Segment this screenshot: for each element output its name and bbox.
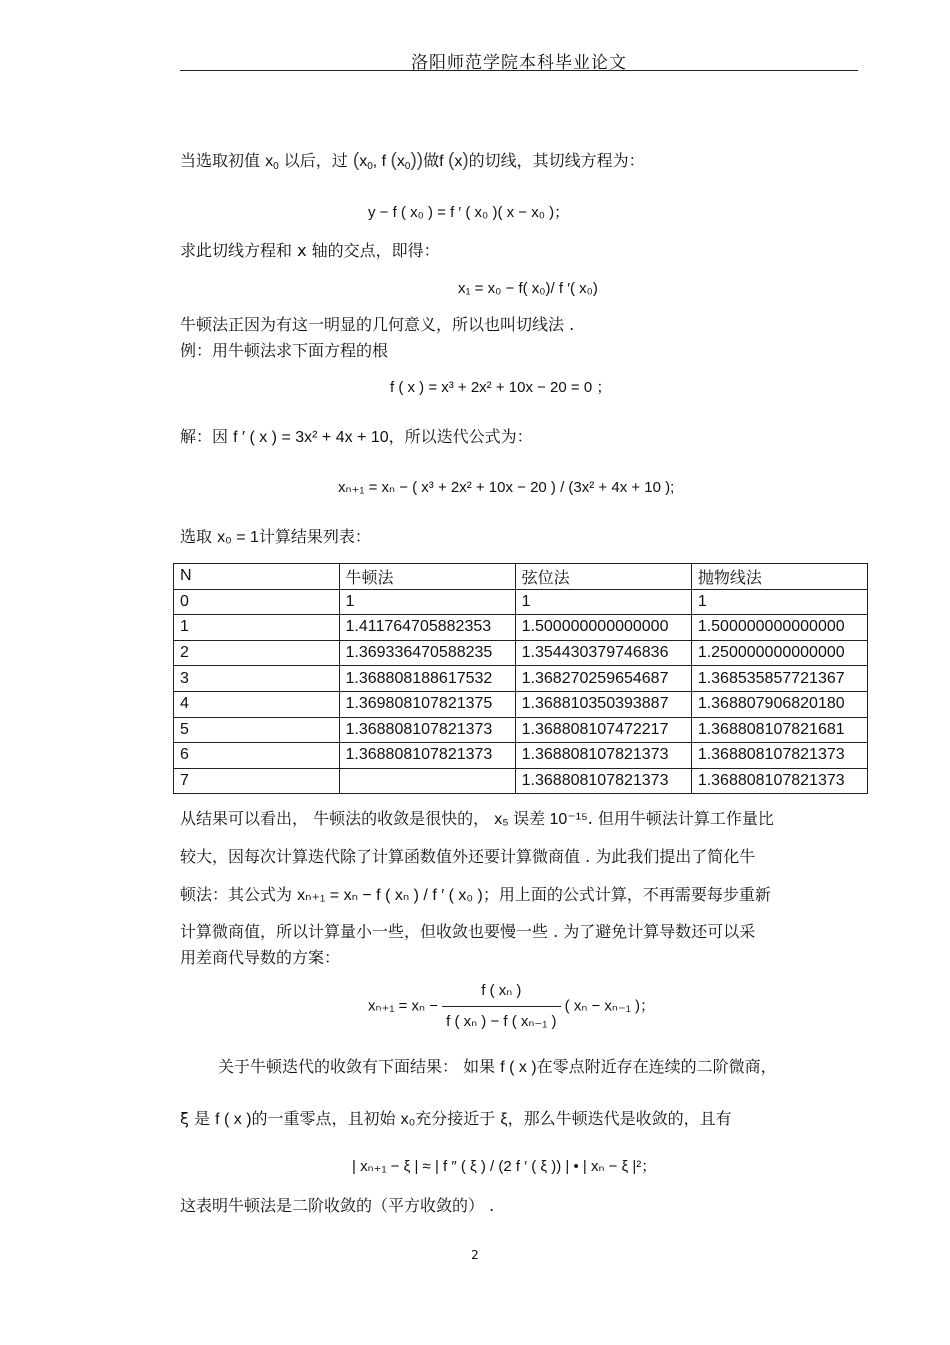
- table-cell: 1.500000000000000: [515, 615, 691, 641]
- table-cell: 1.369808107821375: [339, 691, 515, 717]
- paragraph-initial-value: [180, 150, 645, 178]
- formula-fx: f (x): [439, 150, 469, 171]
- table-row: [174, 640, 868, 666]
- fraction: [442, 980, 560, 1033]
- table-cell: [339, 768, 515, 794]
- results-table: [173, 563, 868, 794]
- eq2-text: x₁ = x₀ − f( x₀)/ f ′( x₀): [458, 280, 598, 297]
- eq1-text: y − f ( x₀ ) = f ′ ( x₀ )( x − x₀ )；: [368, 204, 570, 221]
- table-cell: 1.250000000000000: [691, 640, 867, 666]
- eq3-text: f ( x ) = x³ + 2x² + 10x − 20 = 0 ；: [390, 379, 612, 396]
- table-row: [174, 768, 868, 794]
- table-row: [174, 743, 868, 769]
- table-cell: 1: [339, 589, 515, 615]
- para8-line1a: 关于牛顿迭代的收敛有下面结果： 如果: [218, 1057, 496, 1076]
- paragraph-second-order: 这表明牛顿法是二阶收敛的（平方收敛的） .: [180, 1196, 495, 1215]
- equation-tangent-line: [368, 202, 569, 224]
- fraction-denominator: f ( xₙ ) − f ( xₙ₋₁ ): [442, 1006, 560, 1033]
- formula-xi: ξ: [500, 1111, 508, 1128]
- running-header: 洛阳师范学院本科毕业论文: [411, 53, 627, 73]
- equation-quadratic-convergence: [352, 1156, 656, 1178]
- table-cell: 1: [174, 615, 340, 641]
- para7-line1b: . 但用牛顿法计算工作量比: [587, 809, 774, 828]
- formula-simplified-newton: xₙ₊₁ = xₙ − f ( xₙ ) / f ′ ( x₀ ): [297, 887, 483, 904]
- equation-newton-step: [458, 278, 598, 300]
- table-cell: 0: [174, 589, 340, 615]
- paragraph-convergence-line1: [218, 1056, 777, 1079]
- table-cell: 1.368808107821373: [515, 743, 691, 769]
- para5-text: 解：因: [180, 427, 229, 446]
- equation-secant: [368, 980, 655, 1033]
- paragraph-choose-x0: [180, 526, 371, 549]
- table-cell: 1.411764705882353: [339, 615, 515, 641]
- paragraph-tangent-method: 牛顿法正因为有这一明显的几何意义，所以也叫切线法 .: [180, 315, 575, 334]
- para6-text-b: 计算结果列表：: [258, 527, 371, 546]
- table-cell: 4: [174, 691, 340, 717]
- formula-x0-2: x₀: [400, 1111, 416, 1128]
- para1-text: 当选取初值: [180, 151, 261, 170]
- paragraph-conclusion-line4: 计算微商值，所以计算量小一些，但收敛也要慢一些 . 为了避免计算导数还可以采: [180, 922, 756, 941]
- table-cell: 1.369336470588235: [339, 640, 515, 666]
- para1-text-b: 以后，过: [283, 151, 348, 170]
- paragraph-conclusion-line3: [180, 884, 771, 907]
- table-cell: 7: [174, 768, 340, 794]
- header-rule: [180, 70, 858, 71]
- table-row: [174, 589, 868, 615]
- para5-text-b: ，所以迭代公式为：: [388, 427, 533, 446]
- table-cell: 2: [174, 640, 340, 666]
- table-header-cell: 抛物线法: [691, 564, 867, 590]
- table-cell: 1.368808107821373: [691, 743, 867, 769]
- table-header-row: [174, 564, 868, 590]
- paragraph-intersection: 求此切线方程和 x 轴的交点，即得：: [180, 241, 440, 260]
- formula-x0-eq-1: x₀ = 1: [217, 529, 259, 546]
- page-number: 2: [471, 1248, 479, 1262]
- equation-example: [390, 377, 611, 399]
- paragraph-convergence-line2: [180, 1108, 732, 1131]
- eq5-lhs: xₙ₊₁ = xₙ −: [368, 997, 438, 1015]
- table-cell: 3: [174, 666, 340, 692]
- table-cell: 1.368808107472217: [515, 717, 691, 743]
- fraction-numerator: f ( xₙ ): [481, 982, 522, 999]
- para7-line3b: ；用上面的公式计算，不再需要每步重新: [482, 885, 771, 904]
- table-cell: 1.368535857721367: [691, 666, 867, 692]
- table-cell: 5: [174, 717, 340, 743]
- eq4-text: xₙ₊₁ = xₙ − ( x³ + 2x² + 10x − 20 ) / (3x² + 4x + 10 );: [338, 479, 675, 496]
- table-cell: 1.354430379746836: [515, 640, 691, 666]
- paragraph-solution: [180, 426, 533, 449]
- formula-derivative: f ′ ( x ) = 3x² + 4x + 10: [233, 429, 389, 446]
- table-cell: 1.368808188617532: [339, 666, 515, 692]
- table-header-cell: 弦位法: [515, 564, 691, 590]
- table-cell: 6: [174, 743, 340, 769]
- table-cell: 1.368808107821373: [515, 768, 691, 794]
- eq5-rhs: ( xₙ − xₙ₋₁ )；: [564, 997, 656, 1015]
- para8-line2b: 的一重零点，且初始: [251, 1109, 396, 1128]
- table-cell: 1.368808107821373: [339, 717, 515, 743]
- para8-line1b: 在零点附近存在连续的二阶微商，: [536, 1057, 777, 1076]
- table-header-cell: N: [174, 564, 340, 590]
- table-cell: 1.368807906820180: [691, 691, 867, 717]
- paragraph-conclusion-line2: 较大，因每次计算迭代除了计算函数值外还要计算微商值 . 为此我们提出了简化牛: [180, 847, 756, 866]
- table-row: [174, 666, 868, 692]
- table-cell: 1.368808107821373: [691, 768, 867, 794]
- table-row: [174, 691, 868, 717]
- paragraph-conclusion-line1: [180, 808, 774, 831]
- eq6-text: | xₙ₊₁ − ξ | ≈ | f ″ ( ξ ) / (2 f ′ ( ξ )) | • | xₙ − ξ |²；: [352, 1158, 657, 1175]
- formula-fx-3: f ( x ): [215, 1111, 252, 1128]
- table-row: [174, 717, 868, 743]
- para8-line2d: ，那么牛顿迭代是收敛的，且有: [507, 1109, 732, 1128]
- table-cell: 1.500000000000000: [691, 615, 867, 641]
- para1-text-c: 做: [423, 151, 440, 170]
- table-row: [174, 615, 868, 641]
- table-cell: 1.368808107821681: [691, 717, 867, 743]
- formula-error: x₅ 误差 10⁻¹⁵: [494, 811, 588, 828]
- formula-fx-2: f ( x ): [500, 1059, 537, 1076]
- paragraph-conclusion-line5: 用差商代导数的方案：: [180, 948, 341, 967]
- table-cell: 1.368810350393887: [515, 691, 691, 717]
- formula-point: ($x_0$, f $(x_0)$): [352, 150, 424, 172]
- para8-line2c: 充分接近于: [415, 1109, 496, 1128]
- table-cell: 1: [691, 589, 867, 615]
- para1-text-d: 的切线，其切线方程为：: [468, 151, 645, 170]
- formula-x0: $x_0$: [265, 153, 279, 172]
- table-cell: 1.368808107821373: [339, 743, 515, 769]
- para7-line3a: 顿法：其公式为: [180, 885, 293, 904]
- para7-line1a: 从结果可以看出， 牛顿法的收敛是很快的，: [180, 809, 490, 828]
- para6-text: 选取: [180, 527, 213, 546]
- table-header-cell: 牛顿法: [339, 564, 515, 590]
- paragraph-example: 例：用牛顿法求下面方程的根: [180, 341, 389, 360]
- table-cell: 1: [515, 589, 691, 615]
- table-cell: 1.368270259654687: [515, 666, 691, 692]
- equation-iteration: [338, 477, 674, 499]
- para8-line2a: ξ 是: [180, 1109, 211, 1128]
